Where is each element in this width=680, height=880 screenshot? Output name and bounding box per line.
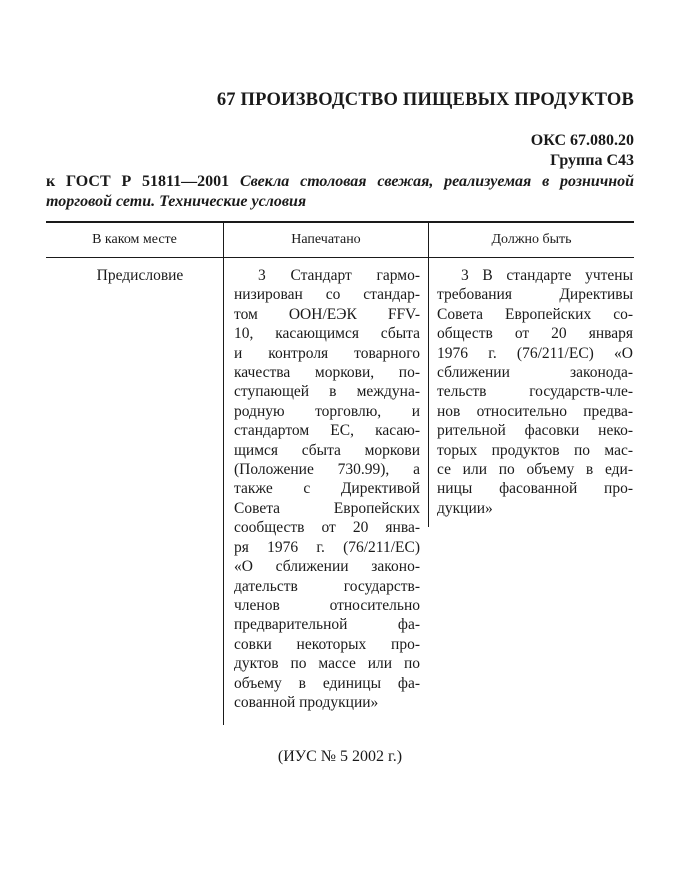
text-line: 1976 г. (76/211/ЕС) «О: [437, 344, 633, 362]
cell-location: Предисловие: [96, 267, 184, 284]
oks-code: ОКС 67.080.20: [530, 132, 634, 149]
text-line: сближении законода-: [437, 364, 633, 382]
text-line: 3 В стандарте учтены: [461, 267, 633, 284]
group-code: Группа С43: [550, 152, 634, 169]
text-line: качества моркови, по-: [234, 364, 420, 382]
column-header-location: В каком месте: [92, 232, 177, 247]
text-line: объему в единицы фа-: [234, 674, 420, 692]
text-line: ницы фасованной про-: [437, 480, 633, 498]
column-divider-1: [223, 222, 224, 725]
table-top-rule: [46, 221, 634, 223]
standard-title: Свекла столовая свежая, реализуемая в розничной торговой сети. Технические условия: [46, 173, 634, 210]
text-line: низирован со стандар-: [234, 286, 420, 304]
document-title: [46, 172, 634, 212]
text-line: Совета Европейских: [234, 499, 420, 517]
text-line: щимся сбыта моркови: [234, 441, 420, 459]
text-line: требования Директивы: [437, 286, 633, 304]
text-line: нов относительно предва-: [437, 402, 633, 420]
text-line: также с Директивой: [234, 480, 420, 498]
column-header-printed: Напечатано: [291, 232, 361, 247]
column-divider-2: [428, 222, 429, 527]
text-line: 3 Стандарт гармо-: [258, 267, 420, 284]
text-line: сообществ от 20 янва-: [234, 519, 420, 537]
cell-should-be: [437, 266, 633, 518]
text-line: стандартом ЕС, касаю-: [234, 422, 420, 440]
text-line: ступающей в междуна-: [234, 383, 420, 401]
text-line: Совета Европейских со-: [437, 305, 633, 323]
text-line: (Положение 730.99), а: [234, 461, 420, 479]
text-line: дуктов по массе или по: [234, 655, 420, 673]
text-line: родную торговлю, и: [234, 402, 420, 420]
section-title: 67 ПРОИЗВОДСТВО ПИЩЕВЫХ ПРОДУКТОВ: [216, 90, 634, 110]
text-line: совки некоторых про-: [234, 635, 420, 653]
text-line: дукции»: [437, 499, 493, 517]
text-line: се или по объему в еди-: [437, 461, 633, 479]
text-line: тельств государств-чле-: [437, 383, 633, 401]
text-line: предварительной фа-: [234, 616, 420, 634]
table-header-rule: [46, 257, 634, 258]
text-line: членов относительно: [234, 596, 420, 614]
text-line: торых продуктов по мас-: [437, 441, 633, 459]
text-line: ря 1976 г. (76/211/ЕС): [234, 538, 420, 556]
text-line: сованной продукции»: [234, 693, 379, 711]
text-line: обществ от 20 января: [437, 325, 633, 343]
text-line: и контроля товарного: [234, 344, 420, 362]
text-line: 10, касающимся сбыта: [234, 325, 420, 343]
column-header-should-be: Должно быть: [491, 232, 572, 247]
text-line: том ООН/ЕЭК FFV-: [234, 305, 420, 323]
source-note: (ИУС № 5 2002 г.): [277, 748, 403, 765]
cell-printed: [234, 266, 420, 712]
text-line: рительной фасовки неко-: [437, 422, 633, 440]
text-line: дательств государств-: [234, 577, 420, 595]
standard-number: к ГОСТ Р 51811—2001: [46, 173, 230, 190]
text-line: «О сближении законо-: [234, 558, 420, 576]
